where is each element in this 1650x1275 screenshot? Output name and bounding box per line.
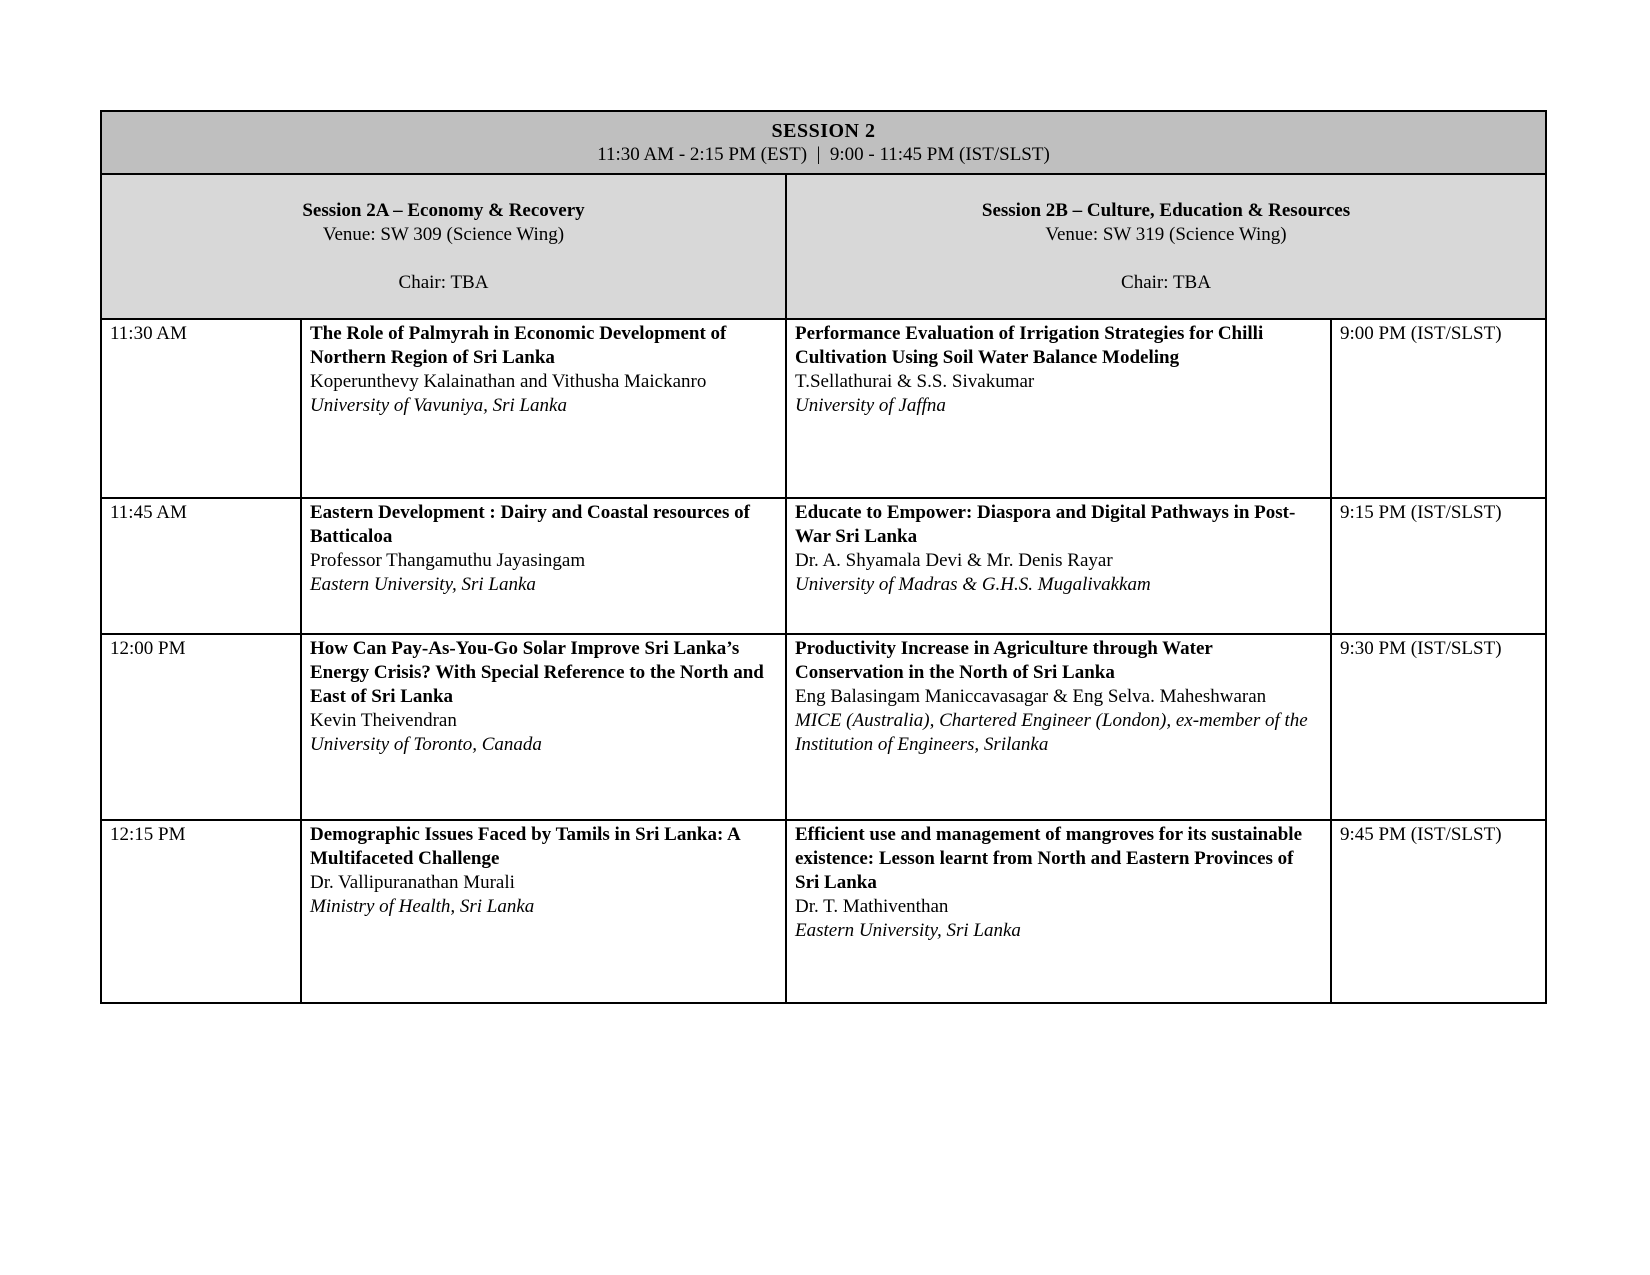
paper-title: How Can Pay-As-You-Go Solar Improve Sri Lanka’s Energy Crisis? With Special Reference to the North and East of Sri Lanka	[310, 638, 764, 707]
session-banner-cell	[101, 111, 1546, 174]
paper-cell-2a	[301, 820, 786, 1003]
paper-title: Performance Evaluation of Irrigation Strategies for Chilli Cultivation Using Soil Water Balance Modeling	[795, 323, 1264, 368]
paper-authors: Dr. A. Shyamala Devi & Mr. Denis Rayar	[795, 550, 1113, 571]
paper-authors: Dr. Vallipuranathan Murali	[310, 872, 515, 893]
schedule-row	[101, 820, 1546, 1003]
paper-authors: Eng Balasingam Maniccavasagar & Eng Selva. Maheshwaran	[795, 686, 1267, 707]
paper-affiliation: University of Vavuniya, Sri Lanka	[310, 395, 567, 416]
time-est: 12:00 PM	[101, 634, 301, 820]
paper-authors: Dr. T. Mathiventhan	[795, 896, 949, 917]
session-2b-chair: Chair: TBA	[1121, 271, 1211, 293]
time-ist: 9:45 PM (IST/SLST)	[1331, 820, 1546, 1003]
paper-authors: T.Sellathurai & S.S. Sivakumar	[795, 371, 1035, 392]
paper-authors: Professor Thangamuthu Jayasingam	[310, 550, 586, 571]
paper-cell-2a	[301, 319, 786, 498]
paper-affiliation: University of Jaffna	[795, 395, 946, 416]
paper-cell-2a	[301, 498, 786, 634]
paper-title: Educate to Empower: Diaspora and Digital Pathways in Post-War Sri Lanka	[795, 502, 1296, 547]
time-ist: 9:15 PM (IST/SLST)	[1331, 498, 1546, 634]
paper-affiliation: University of Madras & G.H.S. Mugalivakkam	[795, 574, 1151, 595]
session-banner-row	[101, 111, 1546, 174]
paper-affiliation: Eastern University, Sri Lanka	[795, 920, 1021, 941]
paper-affiliation: Eastern University, Sri Lanka	[310, 574, 536, 595]
paper-cell-2b	[786, 498, 1331, 634]
time-est: 11:45 AM	[101, 498, 301, 634]
time-est: 12:15 PM	[101, 820, 301, 1003]
session-2a-chair: Chair: TBA	[398, 271, 489, 293]
time-ist: 9:00 PM (IST/SLST)	[1331, 319, 1546, 498]
session-2b-title: Session 2B – Culture, Education & Resources	[981, 199, 1351, 221]
session-banner-time-range: 11:30 AM - 2:15 PM (EST) | 9:00 - 11:45 PM (IST/SLST)	[597, 143, 1050, 165]
session-2a-venue: Venue: SW 309 (Science Wing)	[322, 223, 565, 245]
time-est: 11:30 AM	[101, 319, 301, 498]
paper-authors: Koperunthevy Kalainathan and Vithusha Maickanro	[310, 371, 707, 392]
paper-cell-2b	[786, 634, 1331, 820]
schedule-row	[101, 319, 1546, 498]
paper-title: Eastern Development : Dairy and Coastal resources of Batticaloa	[310, 502, 750, 547]
paper-cell-2b	[786, 319, 1331, 498]
session-banner-title: SESSION 2	[771, 119, 876, 142]
session-2b-header-cell	[786, 174, 1546, 319]
paper-title: Efficient use and management of mangroves for its sustainable existence: Lesson learnt from North and Eastern Provinces of Sri Lanka	[795, 824, 1303, 893]
paper-affiliation: University of Toronto, Canada	[310, 734, 542, 755]
schedule-row	[101, 634, 1546, 820]
paper-title: Demographic Issues Faced by Tamils in Sri Lanka: A Multifaceted Challenge	[310, 824, 740, 869]
time-ist: 9:30 PM (IST/SLST)	[1331, 634, 1546, 820]
session-schedule-table	[100, 110, 1547, 1004]
paper-affiliation: Ministry of Health, Sri Lanka	[310, 896, 535, 917]
paper-title: Productivity Increase in Agriculture through Water Conservation in the North of Sri Lanka	[795, 638, 1213, 683]
session-2a-title: Session 2A – Economy & Recovery	[302, 199, 585, 221]
paper-cell-2a	[301, 634, 786, 820]
session-header-row	[101, 174, 1546, 319]
paper-affiliation: MICE (Australia), Chartered Engineer (London), ex-member of the Institution of Engineers, Srilanka	[795, 710, 1308, 755]
paper-authors: Kevin Theivendran	[310, 710, 457, 731]
schedule-row	[101, 498, 1546, 634]
paper-cell-2b	[786, 820, 1331, 1003]
session-2b-venue: Venue: SW 319 (Science Wing)	[1045, 223, 1287, 245]
session-2a-header-cell	[101, 174, 786, 319]
paper-title: The Role of Palmyrah in Economic Development of Northern Region of Sri Lanka	[310, 323, 727, 368]
